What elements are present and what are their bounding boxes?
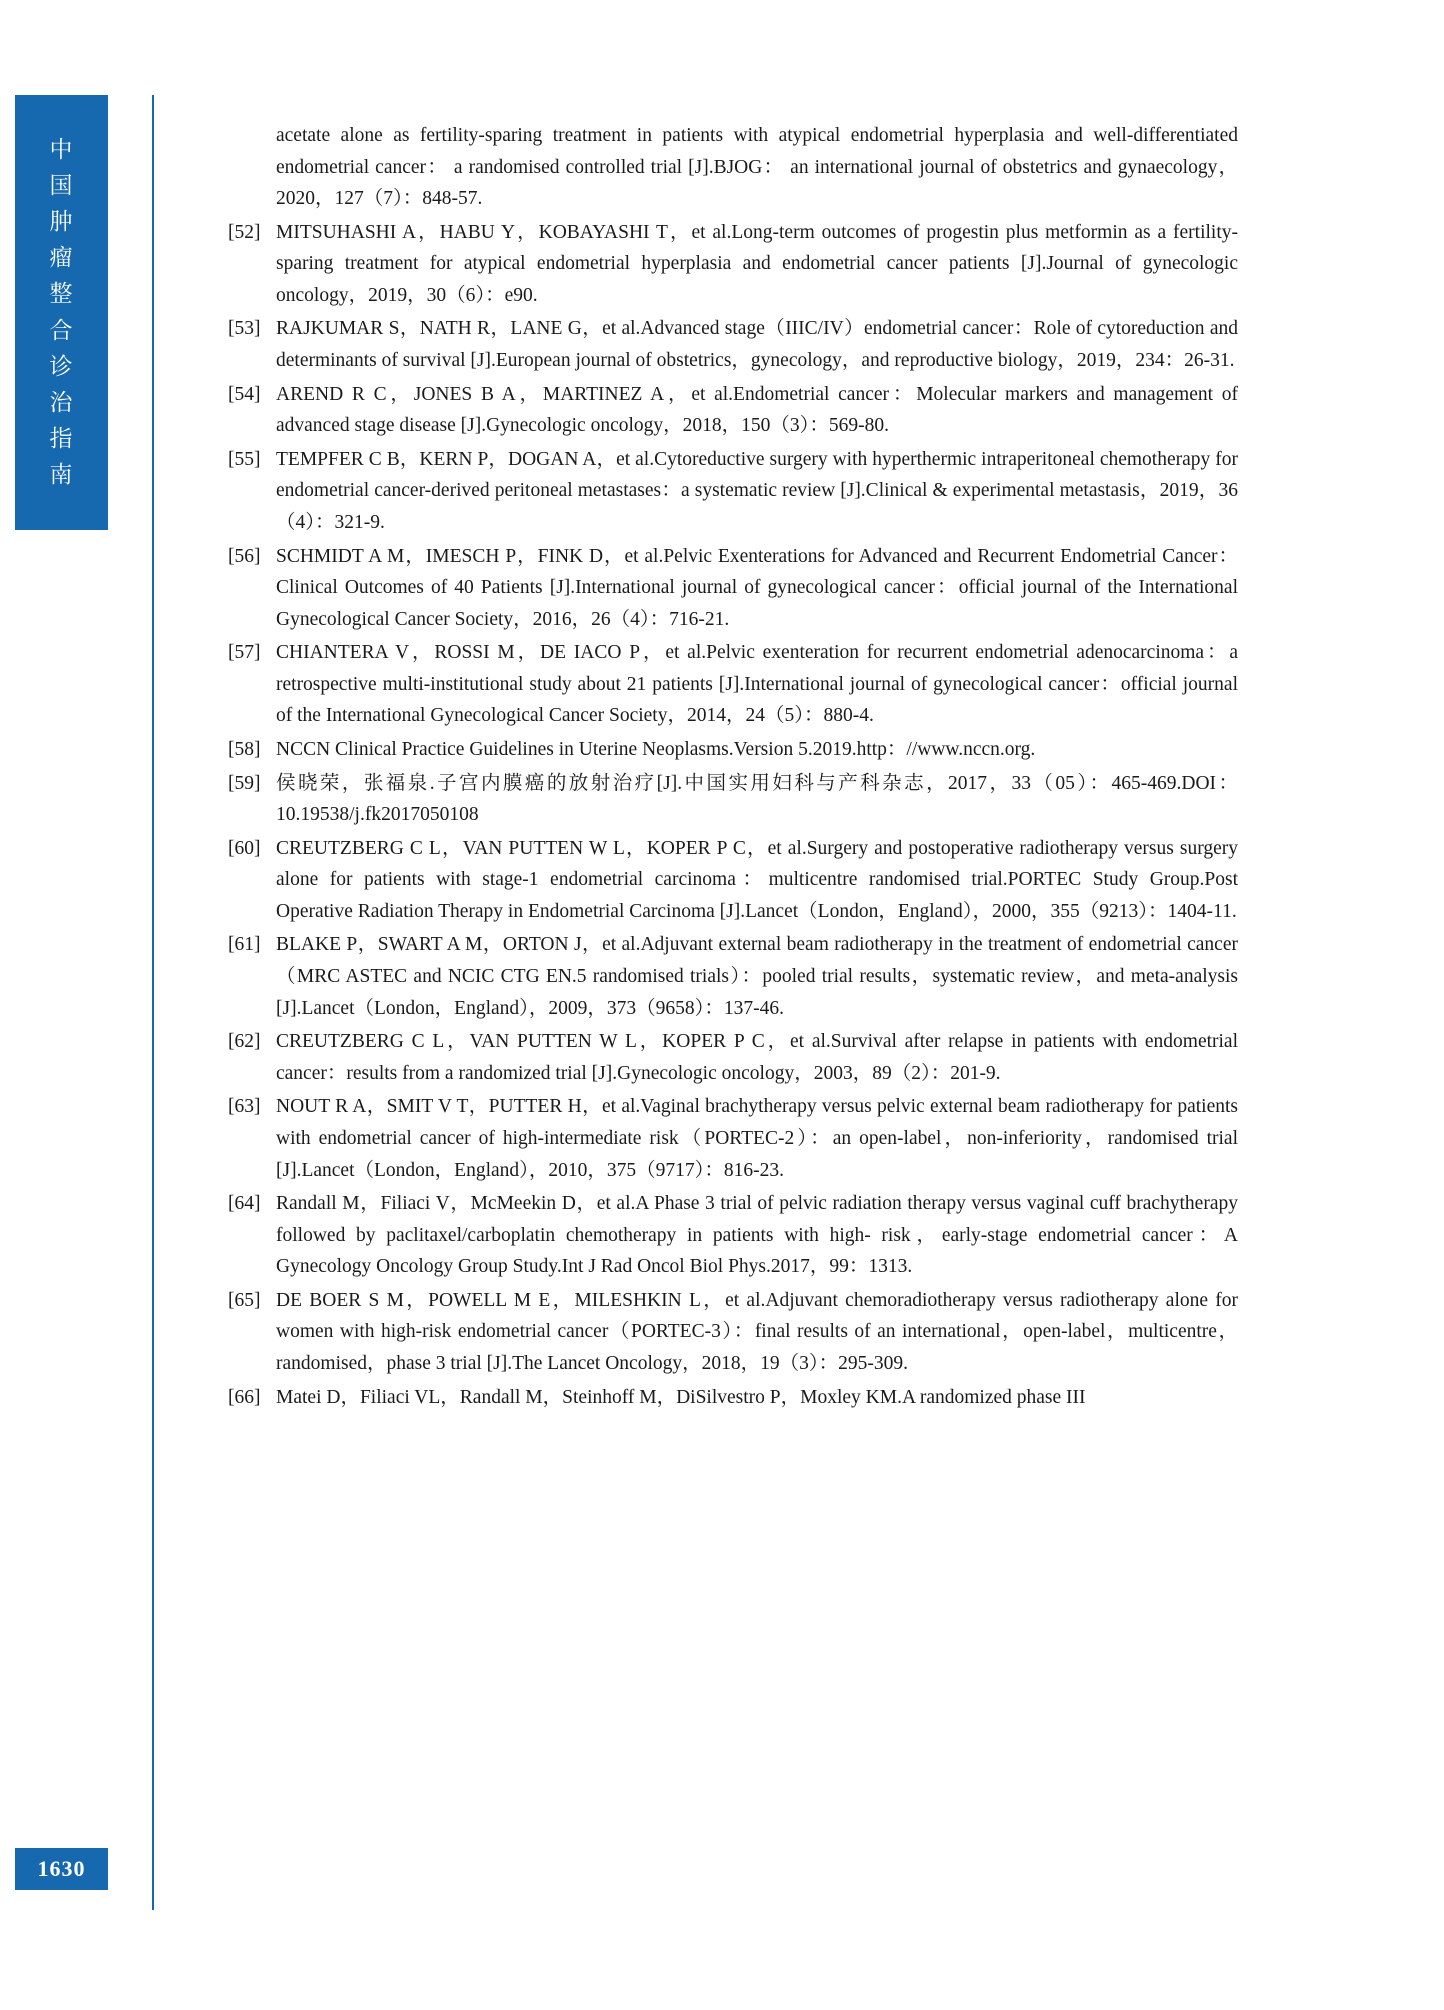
- reference-item: [228, 313, 1238, 376]
- reference-item: [228, 929, 1238, 1024]
- reference-text: acetate alone as fertility-sparing treatment in patients with atypical endometrial hyperplasia and well-differentiated endometrial cancer： a randomised controlled trial [J].BJOG： an international journal of obstetrics and gynaecology，2020，127（7）：848-57.: [276, 125, 1238, 210]
- reference-text: DE BOER S M，POWELL M E，MILESHKIN L，et al.Adjuvant chemoradiotherapy versus radiotherapy alone for women with high-risk endometrial cancer（PORTEC-3）：final results of an international，open-label，multicentre，randomised，phase 3 trial [J].The Lancet Oncology，2018，19（3）：295-309.: [276, 1289, 1238, 1374]
- reference-text: AREND R C，JONES B A，MARTINEZ A，et al.Endometrial cancer：Molecular markers and management of advanced stage disease [J].Gynecologic oncology，2018，150（3）：569-80.: [276, 383, 1238, 437]
- reference-item: [228, 1285, 1238, 1380]
- banner-char-1: 国: [49, 172, 74, 199]
- reference-number: [64]: [228, 1193, 261, 1215]
- reference-number: [66]: [228, 1386, 261, 1408]
- reference-text: SCHMIDT A M，IMESCH P，FINK D，et al.Pelvic Exenterations for Advanced and Recurrent Endometrial Cancer：Clinical Outcomes of 40 Patients [J].International journal of gynecological cancer：official journal of the International Gynecological Cancer Society，2016，26（4）：716-21.: [276, 545, 1238, 630]
- reference-number: [55]: [228, 448, 261, 470]
- reference-number: [58]: [228, 738, 261, 760]
- vertical-title-banner: [15, 95, 108, 530]
- reference-text: BLAKE P，SWART A M，ORTON J，et al.Adjuvant external beam radiotherapy in the treatment of endometrial cancer（MRC ASTEC and NCIC CTG EN.5 randomised trials）：pooled trial results，systematic review，and meta-analysis [J].Lancet（London，England），2009，373（9658）：137-46.: [276, 934, 1238, 1019]
- banner-char-8: 指: [49, 425, 74, 452]
- reference-number: [61]: [228, 934, 261, 956]
- reference-item: [228, 217, 1238, 312]
- reference-number: [53]: [228, 318, 261, 340]
- banner-char-0: 中: [49, 136, 74, 163]
- reference-item: [228, 1188, 1238, 1283]
- reference-number: [56]: [228, 545, 261, 567]
- banner-char-3: 瘤: [49, 245, 74, 272]
- reference-text: 侯晓荣，张福泉.子宫内膜癌的放射治疗[J].中国实用妇科与产科杂志，2017，33（05）：465-469.DOI：10.19538/j.fk2017050108: [276, 772, 1238, 826]
- reference-number: [54]: [228, 383, 261, 405]
- reference-text: CHIANTERA V，ROSSI M，DE IACO P，et al.Pelvic exenteration for recurrent endometrial adenocarcinoma：a retrospective multi-institutional study about 21 patients [J].International journal of gynecological cancer：official journal of the International Gynecological Cancer Society，2014，24（5）：880-4.: [276, 642, 1238, 727]
- reference-item: [228, 1026, 1238, 1089]
- reference-item: [228, 1382, 1238, 1414]
- page-number: 1630: [15, 1848, 108, 1890]
- reference-continuation: [228, 120, 1238, 215]
- reference-item: [228, 379, 1238, 442]
- reference-text: TEMPFER C B，KERN P，DOGAN A，et al.Cytoreductive surgery with hyperthermic intraperitoneal chemotherapy for endometrial cancer-derived peritoneal metastases：a systematic review [J].Clinical & experimental metastasis，2019，36（4）：321-9.: [276, 448, 1238, 533]
- reference-item: [228, 833, 1238, 928]
- reference-item: [228, 768, 1238, 831]
- banner-char-2: 肿: [49, 209, 74, 236]
- reference-text: Randall M，Filiaci V，McMeekin D，et al.A Phase 3 trial of pelvic radiation therapy versus vaginal cuff brachytherapy followed by paclitaxel/carboplatin chemotherapy in patients with high- risk，early-stage endometrial cancer：A Gynecology Oncology Group Study.Int J Rad Oncol Biol Phys.2017，99：1313.: [276, 1193, 1238, 1278]
- reference-text: RAJKUMAR S，NATH R，LANE G，et al.Advanced stage（IIIC/IV）endometrial cancer：Role of cytoreduction and determinants of survival [J].European journal of obstetrics，gynecology，and reproductive biology，2019，234：26-31.: [276, 318, 1238, 372]
- banner-char-9: 南: [49, 462, 74, 489]
- reference-list: [228, 120, 1238, 1415]
- reference-text: MITSUHASHI A，HABU Y，KOBAYASHI T，et al.Long-term outcomes of progestin plus metformin as a fertility-sparing treatment for atypical endometrial hyperplasia and endometrial cancer patients [J].Journal of gynecologic oncology，2019，30（6）：e90.: [276, 221, 1238, 306]
- reference-item: [228, 444, 1238, 539]
- banner-char-5: 合: [49, 317, 74, 344]
- reference-text: Matei D，Filiaci VL，Randall M，Steinhoff M，DiSilvestro P，Moxley KM.A randomized phase III: [276, 1386, 1086, 1408]
- reference-text: CREUTZBERG C L，VAN PUTTEN W L，KOPER P C，et al.Survival after relapse in patients with endometrial cancer：results from a randomized trial [J].Gynecologic oncology，2003，89（2）：201-9.: [276, 1031, 1238, 1084]
- reference-number: [59]: [228, 772, 261, 794]
- reference-text: CREUTZBERG C L，VAN PUTTEN W L，KOPER P C，et al.Surgery and postoperative radiotherapy versus surgery alone for patients with stage-1 endometrial carcinoma：multicentre randomised trial.PORTEC Study Group.Post Operative Radiation Therapy in Endometrial Carcinoma [J].Lancet（London，England），2000，355（9213）：1404-11.: [276, 837, 1238, 922]
- reference-number: [62]: [228, 1031, 261, 1053]
- reference-number: [65]: [228, 1289, 261, 1311]
- reference-number: [52]: [228, 221, 261, 243]
- reference-number: [63]: [228, 1096, 261, 1118]
- reference-item: [228, 637, 1238, 732]
- reference-item: [228, 541, 1238, 636]
- reference-text: NOUT R A，SMIT V T，PUTTER H，et al.Vaginal brachytherapy versus pelvic external beam radiotherapy for patients with endometrial cancer of high-intermediate risk（PORTEC-2）：an open-label，non-inferiority，randomised trial [J].Lancet（London，England），2010，375（9717）：816-23.: [276, 1096, 1238, 1181]
- reference-item: [228, 734, 1238, 766]
- banner-char-6: 诊: [49, 353, 74, 380]
- banner-char-7: 治: [49, 389, 74, 416]
- reference-item: [228, 1091, 1238, 1186]
- reference-text: NCCN Clinical Practice Guidelines in Uterine Neoplasms.Version 5.2019.http：//www.nccn.org.: [276, 738, 1036, 760]
- reference-number: [60]: [228, 837, 261, 859]
- vertical-divider-rule: [152, 95, 154, 1910]
- reference-number: [57]: [228, 642, 261, 664]
- banner-char-4: 整: [49, 281, 74, 308]
